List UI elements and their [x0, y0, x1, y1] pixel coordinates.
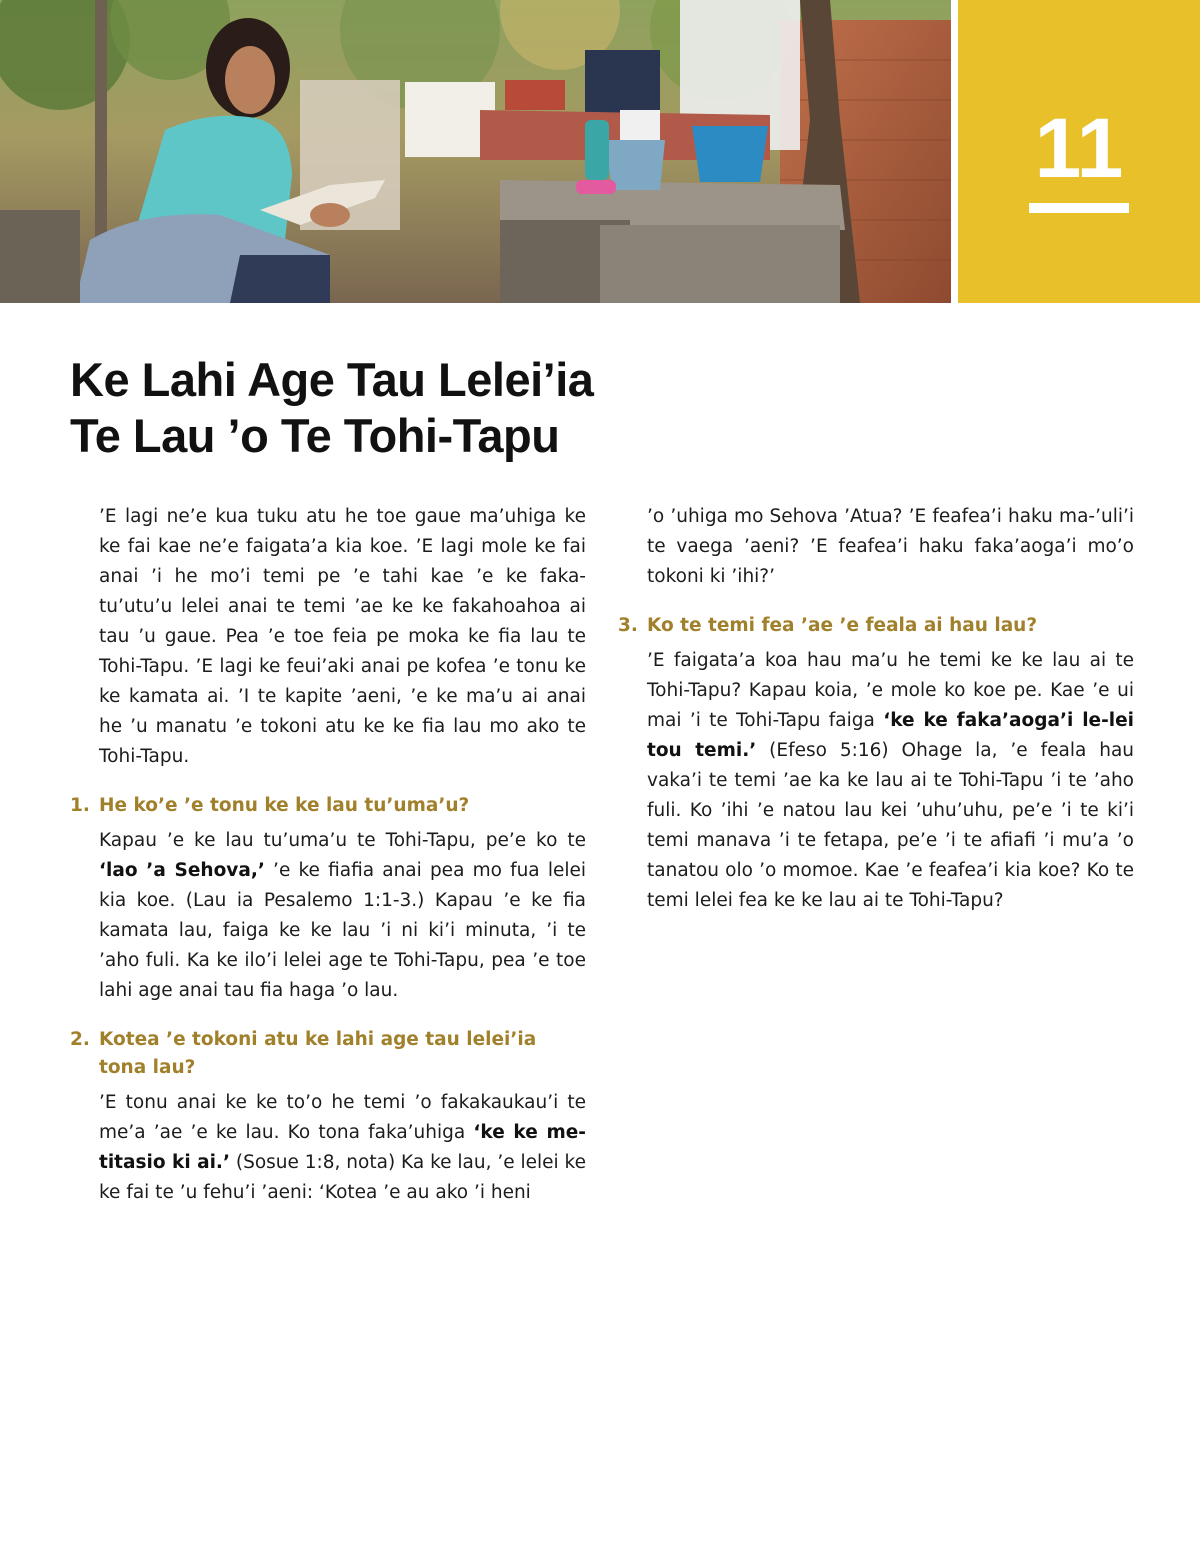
section-3-bold-quote: ‘ke ke faka’aoga’i le-lei tou temi.’	[647, 710, 1134, 761]
section-2-text-a: ’E tonu anai ke ke to’o he temi ’o fakakaukau’i te me’a ’ae ’e ke lau. Ko tona faka’uhiga	[99, 1092, 586, 1143]
left-column	[70, 502, 586, 1208]
section-1-text-a: Kapau ’e ke lau tu’uma’u te Tohi-Tapu, pe’e ko te	[99, 830, 586, 851]
section-3-text-a: ’E faigata’a koa hau ma’u he temi ke ke lau ai te Tohi-Tapu? Kapau koia, ’e mole ko koe pe. Kae ’e ui mai ’i te Tohi-Tapu faiga	[647, 650, 1134, 731]
section-3-paragraph	[647, 646, 1134, 916]
section-3-number: 3.	[618, 615, 638, 636]
section-3-title: Ko te temi fea ’ae ’e feala ai hau lau?	[647, 615, 1038, 636]
intro-paragraph: ’E lagi ne’e kua tuku atu he toe gaue ma’uhiga ke ke fai kae ne’e faigata’a kia koe. ’E lagi mole ke fai anai ’i he mo’i temi pe ’e tahi kae ’e ke faka-tu’utu’u lelei anai te temi ’ae ke ke fakahoahoa ai tau ’u gaue. Pea ’e toe feia pe moka ke fia lau te Tohi-Tapu. ’E lagi ke feui’aki anai pe kofea ’e tonu ke ke kamata ai. ’I te kapite ’aeni, ’e ke ma’u ai anai he ’u manatu ’e tokoni atu ke ke fia lau mo ako te Tohi-Tapu.	[99, 506, 586, 767]
section-1-bold-quote: ‘lao ’a Sehova,’	[99, 860, 265, 881]
page-title	[70, 352, 770, 464]
section-2-continuation: ’o ’uhiga mo Sehova ’Atua? ’E feafea’i haku ma-’uli’i te vaega ’aeni? ’E feafea’i haku faka’aoga’i mo’o tokoni ki ’ihi?’	[647, 506, 1134, 587]
section-2-paragraph	[99, 1088, 586, 1208]
section-1-paragraph	[99, 826, 586, 1006]
section-2-text-b: (Sosue 1:8, nota) Ka ke lau, ’e lelei ke ke fai te ’u fehu’i ’aeni: ‘Kotea ’e au ako ’i heni	[99, 1152, 586, 1203]
section-1-number: 1.	[70, 795, 90, 816]
lesson-number: 11	[1034, 101, 1124, 195]
section-2-heading	[70, 1026, 586, 1082]
lesson-number-underline	[1029, 203, 1129, 213]
right-column	[618, 502, 1134, 916]
section-1-title: He ko’e ’e tonu ke ke lau tu’uma’u?	[99, 795, 470, 816]
section-2-number: 2.	[70, 1029, 90, 1050]
section-1-heading	[70, 792, 586, 820]
title-line-2: Te Lau ’o Te Tohi-Tapu	[70, 409, 560, 462]
hero-photo	[0, 0, 951, 303]
section-3-heading	[618, 612, 1134, 640]
section-2-bold-quote: ‘ke ke me-titasio ki ai.’	[99, 1122, 586, 1173]
title-line-1: Ke Lahi Age Tau Lelei’ia	[70, 353, 594, 406]
section-1-text-b: ’e ke fiafia anai pea mo fua lelei kia koe. (Lau ia Pesalemo 1:1-3.) Kapau ’e ke fia kamata lau, faiga ke ke lau ’i ni ki’i minuta, ’i te ’aho fuli. Ka ke ilo’i lelei age te Tohi-Tapu, pea ’e toe lahi age anai tau fia haga ’o lau.	[99, 860, 586, 1001]
lesson-number-box	[958, 0, 1200, 303]
section-3-text-b: (Efeso 5:16) Ohage la, ’e feala hau vaka’i te temi ’ae ka ke lau ai te Tohi-Tapu ’i te ’aho fuli. Ko ’ihi ’e natou lau kei ’uhu’uhu, pe’e ’i te ki’i temi manava ’i te fetapa, pe’e ’i te afiafi ’i mu’a ’o tanatou olo ’o momoe. Kae ’e feafea’i kia koe? Ko te temi lelei fea ke ke lau ai te Tohi-Tapu?	[647, 740, 1135, 911]
section-2-title: Kotea ’e tokoni atu ke lahi age tau lelei’ia tona lau?	[99, 1029, 537, 1078]
